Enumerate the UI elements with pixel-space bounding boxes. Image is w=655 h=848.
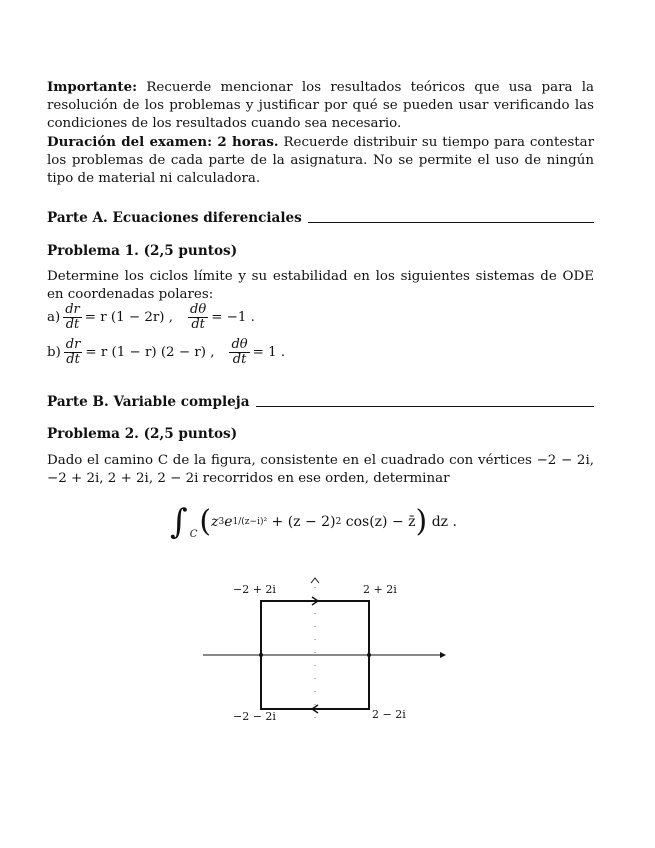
integral-expression xyxy=(170,502,457,542)
integral-term3: cos(z) − z̄ xyxy=(345,514,416,530)
integral-term1: z xyxy=(211,514,219,530)
eq-a-label: a) xyxy=(47,310,61,325)
eq-b-lhs2-num: dθ xyxy=(231,337,248,352)
part-b-heading xyxy=(47,394,594,410)
problem-2-title: Problema 2. (2,5 puntos) xyxy=(47,426,238,442)
equation-a xyxy=(47,303,255,332)
eq-b-label: b) xyxy=(47,345,61,360)
problem-2-statement: Dado el camino C de la figura, consistente en el cuadrado con vértices −2 − 2i, −2 + 2i, 2 + 2i, 2 − 2i recorridos en ese orden, determinar xyxy=(47,453,594,486)
duration-label: Duración del examen: 2 horas. xyxy=(47,134,279,150)
part-a-rule xyxy=(308,222,594,223)
part-b-title: Parte B. Variable compleja xyxy=(47,394,250,410)
axis-intersect-left xyxy=(259,653,263,657)
eq-b-lhs-num: dr xyxy=(65,337,81,352)
integral-term1-e-exp: 1/(z−i)² xyxy=(232,517,268,527)
important-note xyxy=(47,78,594,133)
eq-b-rhs2: = 1 . xyxy=(252,345,286,360)
integral-tail: dz . xyxy=(431,514,457,530)
label-bottom-left: −2 − 2i xyxy=(233,710,276,723)
eq-a-lhs2-num: dθ xyxy=(190,302,207,317)
eq-a-lhs2 xyxy=(188,303,208,332)
duration-text: Recuerde distribuir su tiempo para contestar los problemas de cada parte de la asignatura. No se permite el uso de ningún tipo de material ni calculadora. xyxy=(47,135,594,186)
equation-b xyxy=(47,338,285,367)
integral-sign: ∫ xyxy=(170,502,188,542)
eq-a-rhs: = r (1 − 2r) , xyxy=(84,310,174,325)
imaginary-axis-arrow-icon xyxy=(311,578,319,583)
axis-intersect-right xyxy=(367,653,371,657)
part-b-rule xyxy=(256,406,594,407)
label-top-left: −2 + 2i xyxy=(233,583,276,596)
integral-term1-e: e xyxy=(224,514,233,530)
eq-a-lhs-den: dt xyxy=(65,317,80,332)
open-paren: ( xyxy=(199,504,212,539)
label-bottom-right: 2 − 2i xyxy=(372,708,406,721)
integral-subscript: C xyxy=(189,528,198,540)
eq-a-lhs2-den: dt xyxy=(191,317,205,332)
integral-term1-exp: 3 xyxy=(218,517,225,527)
integral-term2-exp: 2 xyxy=(335,517,342,527)
real-axis-arrow-icon xyxy=(440,652,446,658)
eq-b-lhs2 xyxy=(229,338,249,367)
part-a-title: Parte A. Ecuaciones diferenciales xyxy=(47,210,302,226)
eq-b-lhs xyxy=(64,338,83,367)
eq-b-lhs-den: dt xyxy=(66,352,80,367)
integral-term2: + (z − 2) xyxy=(271,514,336,530)
important-label: Importante: xyxy=(47,79,138,95)
problem-1-title: Problema 1. (2,5 puntos) xyxy=(47,243,238,259)
eq-a-rhs2: = −1 . xyxy=(211,310,255,325)
eq-b-lhs2-den: dt xyxy=(232,352,247,367)
label-top-right: 2 + 2i xyxy=(363,583,397,596)
path-figure xyxy=(200,570,450,730)
eq-a-lhs-num: dr xyxy=(65,302,80,317)
eq-a-lhs xyxy=(63,303,82,332)
duration-note xyxy=(47,133,594,188)
problem-1-statement: Determine los ciclos límite y su estabilidad en los siguientes sistemas de ODE en coordenadas polares: xyxy=(47,269,594,302)
important-text: Recuerde mencionar los resultados teóricos que usa para la resolución de los problemas y justificar por qué se pueden usar verificando las condiciones de los resultados cuando sea necesario. xyxy=(47,80,594,131)
eq-b-rhs: = r (1 − r) (2 − r) , xyxy=(85,345,215,360)
part-a-heading xyxy=(47,210,594,226)
close-paren: ) xyxy=(415,504,428,539)
